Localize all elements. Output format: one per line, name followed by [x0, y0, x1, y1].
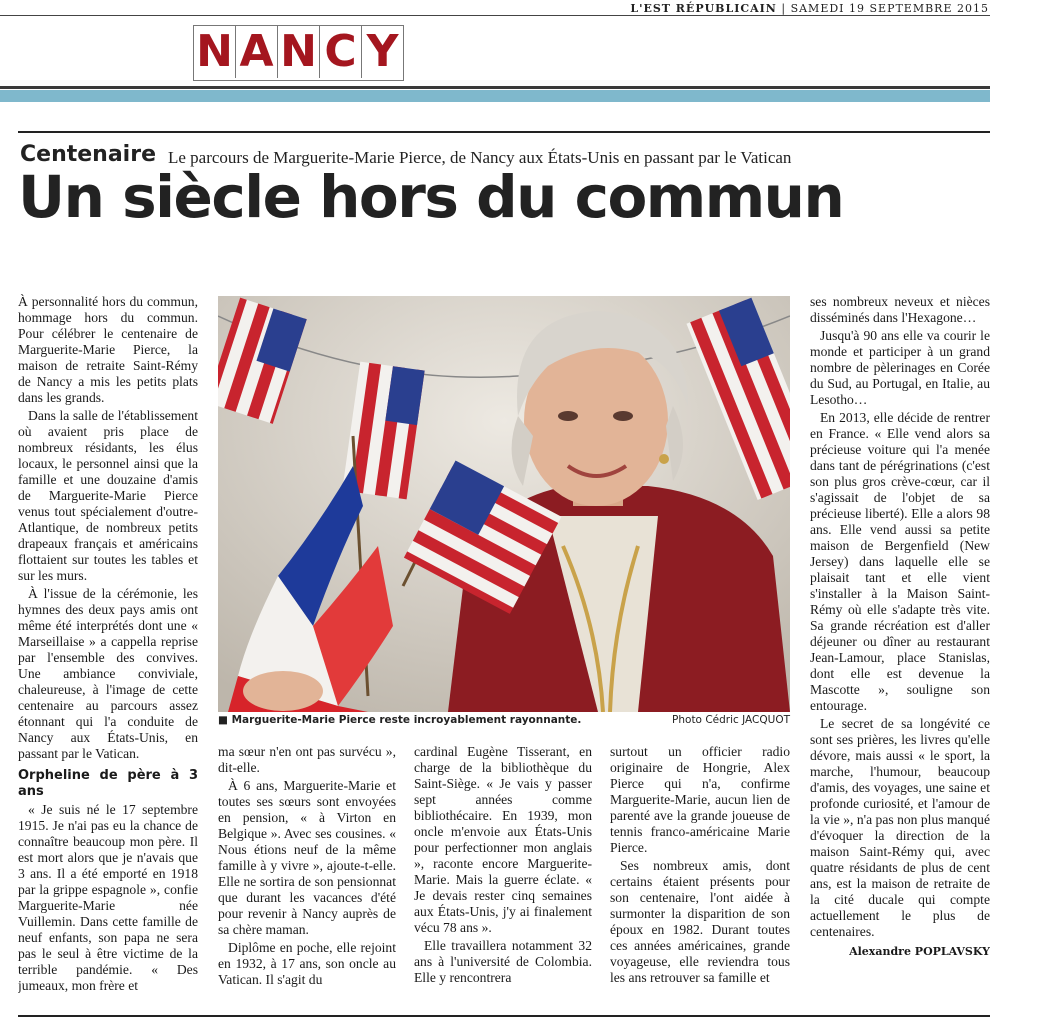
photo-credit: Photo Cédric JACQUOT: [672, 714, 790, 726]
paragraph: Elle travaillera notamment 32 ans à l'université de Colombia. Elle y rencontrera: [414, 938, 592, 985]
section-letter: N: [194, 26, 236, 78]
paper-dateline: [630, 2, 989, 15]
header-band-dark: [0, 86, 990, 89]
header-band-blue: [0, 90, 990, 102]
top-rule: [0, 15, 990, 16]
section-letter: A: [236, 26, 278, 78]
article-kicker: Centenaire: [20, 142, 156, 167]
section-letter: Y: [366, 26, 399, 77]
paragraph: ma sœur n'en ont pas survécu », dit-elle.: [218, 744, 396, 775]
article-headline: Un siècle hors du commun: [18, 163, 844, 231]
paragraph: surtout un officier radio originaire de Hongrie, Alex Pierce qui n'a, confirme Marguerite-Marie, aucun lien de parenté ave la grande joueuse de tennis franco-américaine Marie Pierce.: [610, 744, 790, 855]
article-subtitle: Le parcours de Marguerite-Marie Pierce, de Nancy aux États-Unis en passant par le Vatican: [168, 148, 792, 167]
author-signature: Alexandre POPLAVSKY: [849, 945, 990, 958]
dateline-separator: |: [781, 2, 787, 15]
paragraph: Jusqu'à 90 ans elle va courir le monde et participer à un grand nombre de pèlerinages en Corée du Sud, au Portugal, en Italie, au Lesotho…: [810, 328, 990, 407]
paragraph: Ses nombreux amis, dont certains étaient présents pour son centenaire, l'ont aidée à surmonter la disparition de son époux en 1982. Durant toutes ces années américaines, grande voyageuse, elle reviendra tous les ans retrouver sa famille et: [610, 858, 790, 985]
paragraph: En 2013, elle décide de rentrer en France. « Elle vend alors sa précieuse voiture qui l'a menée dans tant de pérégrinations (c'est son plus gros crève-cœur, car il s'agissait de l'objet de sa précieuse liberté). Elle a alors 98 ans. Elle vend aussi sa petite maison de Bergenfield (New Jersey) dans laquelle elle se plaisait tant et elle vient s'installer à la Maison Saint-Rémy où elle s'adapte très vite. Sa grande récréation est d'aller déjeuner ou dîner au restaurant Jean-Lamour, place Stanislas, dont elle est devenue la Mascotte », souligne son entourage.: [810, 410, 990, 713]
text-column-5: [810, 294, 990, 1014]
paragraph: À personnalité hors du commun, hommage hors du commun. Pour célébrer le centenaire de Marguerite-Marie Pierce, la maison de retraite Saint-Rémy de Nancy a mis les petits plats dans les grands.: [18, 294, 198, 405]
paragraph: À 6 ans, Marguerite-Marie et toutes ses sœurs sont envoyées en pension, « à Virton en Belgique ». Avec ses cousines. « Nous étions neuf de la même famille à y vivre », ajoute-t-elle. Elle ne sortira de son pensionnat que durant les vacances d'été pour revenir à Nancy auprès de sa chère maman.: [218, 778, 396, 937]
newspaper-name: L'EST RÉPUBLICAIN: [630, 2, 777, 15]
bottom-rule: [18, 1015, 990, 1017]
paragraph: « Je suis né le 17 septembre 1915. Je n'ai pas eu la chance de connaître beaucoup mon père. Il est mort alors que je n'avais que 3 ans. Il a été emporté en 1918 par la grippe espagnole », confie Marguerite-Marie née Vuillemin. Dans cette famille de neuf enfants, son papa ne sera pas le seul à être victime de la terrible pandémie. « Des jumeaux, mon frère et: [18, 802, 198, 993]
text-column-1: [18, 294, 198, 1014]
paragraph: cardinal Eugène Tisserant, en charge de la bibliothèque du Saint-Siège. « Je vais y passer sept années comme bibliothécaire. En 1939, mon oncle m'envoie aux États-Unis pour perfectionner mon anglais », raconte encore Marguerite-Marie. Mais la guerre éclate. « Je devais rester cinq semaines aux États-Unis, j'y ai finalement vécu 78 ans ».: [414, 744, 592, 935]
text-column-2: [218, 744, 396, 1014]
photo-caption: ■ Marguerite-Marie Pierce reste incroyablement rayonnante.: [218, 714, 582, 726]
article-subheading: Orpheline de père à 3 ans: [18, 768, 198, 799]
paragraph: ses nombreux neveux et nièces disséminés dans l'Hexagone…: [810, 294, 990, 325]
text-column-3: [414, 744, 592, 1014]
paragraph: À l'issue de la cérémonie, les hymnes des deux pays amis ont même été interprétés dont une « Marseillaise » a cappella reprise par l'ensemble des convives. Une ambiance conviviale, chaleureuse, à l'image de cette centenaire au parcours assez étonnant qui l'a conduite de Nancy aux États-Unis, en passant par le Vatican.: [18, 586, 198, 761]
issue-date: SAMEDI 19 SEPTEMBRE 2015: [790, 2, 989, 15]
paragraph: Dans la salle de l'établissement où avaient pris place de nombreux résidants, les élus locaux, le personnel ainsi que la famille et une douzaine d'amis de Marguerite-Marie Pierce venus tout spécialement d'outre-Atlantique, de nombreux petits drapeaux français et américains flottaient sur toutes les tables et sur les murs.: [18, 408, 198, 583]
section-letter: N: [278, 26, 320, 78]
section-letter: C: [320, 26, 362, 78]
text-column-4: [610, 744, 790, 1014]
paragraph: Diplôme en poche, elle rejoint en 1932, à 17 ans, son oncle au Vatican. Il s'agit du: [218, 940, 396, 987]
photo-caption-bar: [218, 714, 790, 726]
paragraph: Le secret de sa longévité ce sont ses prières, les livres qu'elle dévore, mais aussi « le sport, la marche, l'humour, beaucoup d'amis, des voyages, une saine et profonde curiosité, et l'amour de la vie », n'a pas non plus manqué d'évoquer la direction de la maison Saint-Rémy qui, avec quatre résidants de plus de cent ans, est la maison de retraite de la cité ducale qui compte actuellement le plus de centenaires.: [810, 716, 990, 939]
article-photo: [218, 296, 790, 712]
article-top-rule: [18, 131, 990, 133]
section-nameplate: [193, 25, 404, 81]
